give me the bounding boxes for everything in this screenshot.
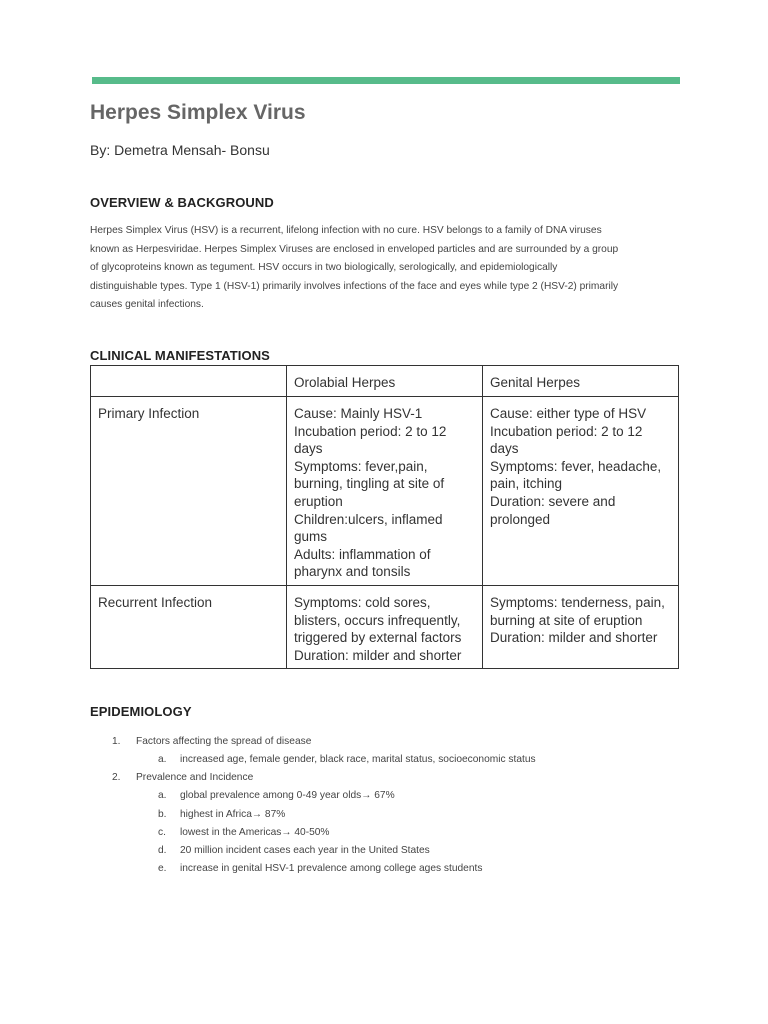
cell-line: Symptoms: fever, headache, pain, itching	[490, 458, 662, 492]
overview-line: distinguishable types. Type 1 (HSV-1) primarily involves infections of the face and eyes while type 2 (HSV-2) primarily	[90, 280, 619, 292]
overview-line: of glycoproteins known as tegument. HSV occurs in two biologically, serologically, and epidemiologically	[90, 262, 558, 274]
list-number: 2.	[112, 772, 121, 784]
table-header-row	[91, 366, 679, 397]
author-line: By: Demetra Mensah- Bonsu	[90, 142, 270, 158]
sub-list-text: increase in genital HSV-1 prevalence among college ages students	[180, 863, 483, 875]
cell-line: Symptoms: cold sores, blisters, occurs infrequently, triggered by external factors	[294, 594, 462, 646]
sub-list-item	[136, 860, 536, 878]
overview-heading: OVERVIEW & BACKGROUND	[90, 195, 274, 210]
sub-list-item	[136, 751, 536, 769]
sub-list-letter: c.	[158, 826, 166, 838]
cell-line: Incubation period: 2 to 12 days	[490, 423, 643, 457]
recurrent-genital-cell	[483, 585, 679, 668]
epidemiology-heading: EPIDEMIOLOGY	[90, 704, 192, 719]
cell-line: Cause: Mainly HSV-1	[294, 406, 423, 421]
sub-list-letter: b.	[158, 808, 167, 820]
sub-list-text: increased age, female gender, black race, marital status, socioeconomic status	[180, 754, 536, 765]
sub-list	[136, 751, 536, 769]
sub-list-letter: a.	[158, 754, 167, 765]
table-header-orolabial: Orolabial Herpes	[287, 366, 483, 397]
sub-list-letter: e.	[158, 863, 167, 875]
epidemiology-list	[90, 733, 536, 879]
cell-line: Duration: severe and prolonged	[490, 493, 616, 527]
table-row	[91, 585, 679, 668]
sub-list-letter: a.	[158, 790, 167, 802]
sub-list-item	[136, 842, 536, 860]
cell-line: Adults: inflammation of pharynx and tonsils	[294, 546, 431, 580]
cell-line: Children:ulcers, inflamed gums	[294, 511, 443, 545]
cell-line: Duration: milder and shorter	[294, 647, 462, 663]
overview-paragraph	[90, 222, 680, 315]
overview-line: known as Herpesviridae. Herpes Simplex Viruses are enclosed in enveloped particles and are surrounded by a group	[90, 243, 619, 255]
cell-line: Symptoms: tenderness, pain, burning at site of eruption	[490, 594, 665, 628]
sub-list-text: highest in Africa→ 87%	[180, 808, 286, 820]
document-title: Herpes Simplex Virus	[90, 101, 306, 124]
list-item-text: Prevalence and Incidence	[136, 772, 254, 784]
list-item	[90, 733, 536, 769]
top-accent-rule	[92, 77, 680, 84]
list-item	[90, 769, 536, 878]
clinical-table	[90, 365, 679, 669]
overview-line: causes genital infections.	[90, 299, 204, 311]
clinical-heading: CLINICAL MANIFESTATIONS	[90, 348, 270, 363]
sub-list-item	[136, 787, 536, 805]
overview-line: Herpes Simplex Virus (HSV) is a recurrent, lifelong infection with no cure. HSV belongs to a family of DNA viruses	[90, 225, 602, 236]
list-item-text: Factors affecting the spread of disease	[136, 736, 312, 747]
table-header-empty	[91, 366, 287, 397]
primary-genital-cell	[483, 397, 679, 586]
sub-list-letter: d.	[158, 845, 167, 857]
primary-orolabial-cell	[287, 397, 483, 586]
sub-list	[136, 787, 536, 878]
cell-line: Symptoms: fever,pain, burning, tingling at site of eruption	[294, 458, 445, 509]
sub-list-item	[136, 824, 536, 842]
table-row	[91, 397, 679, 586]
sub-list-text: 20 million incident cases each year in the United States	[180, 845, 430, 857]
row-label-recurrent: Recurrent Infection	[91, 585, 287, 668]
table-header-genital: Genital Herpes	[483, 366, 679, 397]
cell-line: Cause: either type of HSV	[490, 406, 647, 421]
row-label-primary: Primary Infection	[91, 397, 287, 586]
list-number: 1.	[112, 736, 121, 747]
cell-line: Duration: milder and shorter	[490, 630, 658, 646]
sub-list-text: global prevalence among 0-49 year olds→ 67%	[180, 790, 395, 802]
sub-list-item	[136, 806, 536, 824]
cell-line: Incubation period: 2 to 12 days	[294, 423, 447, 457]
sub-list-text: lowest in the Americas→ 40-50%	[180, 826, 330, 838]
recurrent-orolabial-cell	[287, 585, 483, 668]
